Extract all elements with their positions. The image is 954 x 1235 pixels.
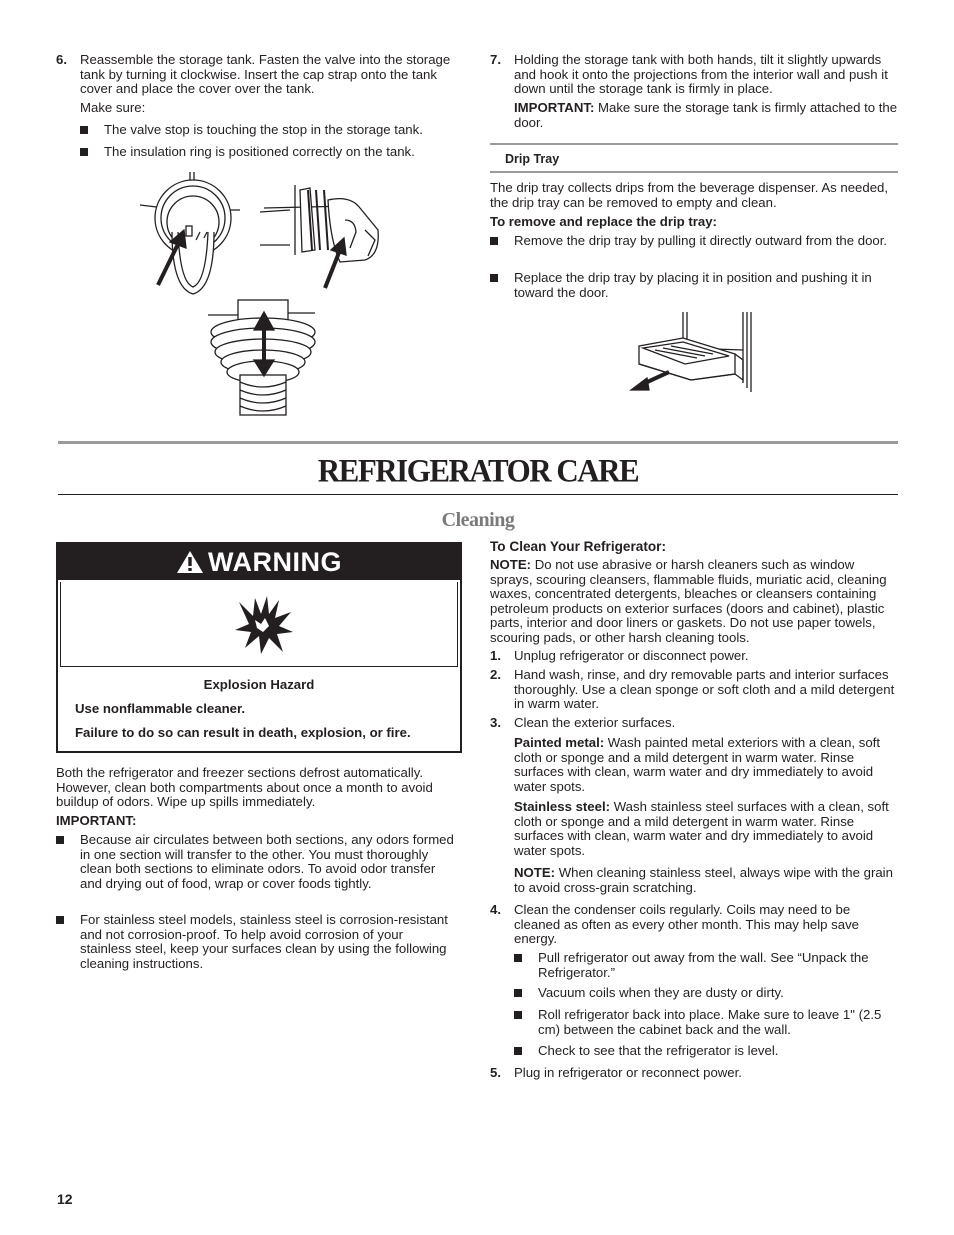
list-item <box>80 123 460 139</box>
important-text: Make sure the storage tank is firmly attached to the door. <box>514 100 898 130</box>
storage-tank-illustration <box>140 170 390 420</box>
step-number: 1. <box>490 648 501 663</box>
bullet-icon <box>514 1047 522 1055</box>
page-number: 12 <box>57 1191 73 1207</box>
step-5 <box>490 1066 900 1082</box>
step-number: 6. <box>56 52 67 67</box>
step-3 <box>490 716 900 732</box>
list-item <box>514 1044 900 1060</box>
important-label: IMPORTANT: <box>56 813 137 828</box>
step-1 <box>490 649 900 665</box>
make-sure-label: Make sure: <box>80 100 146 115</box>
step-number: 2. <box>490 667 501 682</box>
important-note <box>514 101 900 130</box>
list-item <box>490 271 900 303</box>
list-item <box>80 145 460 161</box>
bullet-text: Remove the drip tray by pulling it directly outward from the door. <box>514 233 888 248</box>
step-text: Holding the storage tank with both hands, tilt it slightly upwards and hook it onto the projections from the interior wall and push it down until the storage tank is firmly in place. <box>514 52 888 97</box>
bullet-text: The insulation ring is positioned correctly on the tank. <box>104 144 415 159</box>
section-divider-top <box>58 441 898 444</box>
painted-metal-paragraph <box>514 736 900 794</box>
note-text: Do not use abrasive or harsh cleaners such as window sprays, scouring cleansers, flammable fluids, muriatic acid, cleaning waxes, concentrated detergents, bleaches or cleansers containing petroleum products on exterior surfaces (doors and cabinet), plastic parts, interior and door liners or gaskets. Do not use paper towels, scouring pads, or other harsh cleaning tools. <box>490 557 887 645</box>
step-number: 4. <box>490 902 501 917</box>
stainless-steel-label: Stainless steel: <box>514 799 611 814</box>
warning-header <box>58 544 460 580</box>
important-label: IMPORTANT: <box>514 100 595 115</box>
drip-tray-heading: Drip Tray <box>505 152 560 166</box>
bullet-text: Replace the drip tray by placing it in position and pushing it in toward the door. <box>514 270 872 300</box>
drip-tray-illustration <box>625 308 765 398</box>
drip-tray-paragraph: The drip tray collects drips from the beverage dispenser. As needed, the drip tray can be removed to empty and clean. <box>490 180 889 210</box>
section-subtitle: Cleaning <box>441 509 515 531</box>
bullet-icon <box>514 1011 522 1019</box>
drip-tray-subhead: To remove and replace the drip tray: <box>490 214 717 229</box>
step-2 <box>490 668 900 714</box>
warning-title <box>58 548 460 576</box>
explosion-icon <box>231 592 297 658</box>
bullet-icon <box>80 126 88 134</box>
bullet-icon <box>56 916 64 924</box>
bullet-text: For stainless steel models, stainless steel is corrosion-resistant and not corrosion-proof. To help avoid corrosion of your stainless steel, keep your surfaces clean by using the following cleaning instructions. <box>80 912 448 971</box>
bullet-icon <box>490 237 498 245</box>
list-item <box>490 234 900 266</box>
list-item <box>514 951 900 983</box>
step-text: Unplug refrigerator or disconnect power. <box>514 648 749 663</box>
warning-box <box>56 542 462 753</box>
warning-instruction: Use nonflammable cleaner. <box>75 701 246 716</box>
drip-tray-heading-rule-bottom <box>490 171 898 173</box>
bullet-icon <box>490 274 498 282</box>
bullet-text: Vacuum coils when they are dusty or dirty. <box>538 985 784 1000</box>
list-item <box>56 913 456 973</box>
step-text: Hand wash, rinse, and dry removable parts and interior surfaces thoroughly. Use a clean sponge or soft cloth and a mild detergent in warm water. <box>514 667 895 712</box>
bullet-text: Because air circulates between both sections, any odors formed in one section will transfer to the other. You must thoroughly clean both sections to eliminate odors. To avoid odor transfer and drying out of food, wrap or cover foods tightly. <box>80 832 454 891</box>
page-title: REFRIGERATOR CARE <box>317 452 639 489</box>
bullet-icon <box>80 148 88 156</box>
step-text: Plug in refrigerator or reconnect power. <box>514 1065 742 1080</box>
step-text: Reassemble the storage tank. Fasten the valve into the storage tank by turning it clockwise. Insert the cap strap onto the tank cover and place the cover over the tank. <box>80 52 451 97</box>
stainless-note-label: NOTE: <box>514 865 556 880</box>
step-text: Clean the condenser coils regularly. Coils may need to be cleaned as often as every other month. This may help save energy. <box>514 902 860 947</box>
warning-label: WARNING <box>208 547 342 577</box>
list-item <box>514 986 900 1002</box>
step-number: 3. <box>490 715 501 730</box>
stainless-note-text: When cleaning stainless steel, always wipe with the grain to avoid cross-grain scratching. <box>514 865 893 895</box>
stainless-steel-paragraph <box>514 800 900 858</box>
defrost-paragraph: Both the refrigerator and freezer sections defrost automatically. However, clean both compartments about once a month to avoid buildup of odors. Wipe up spills immediately. <box>56 765 433 810</box>
warning-triangle-icon <box>176 550 204 574</box>
list-item <box>514 1008 900 1040</box>
warning-pictogram-panel <box>60 582 458 667</box>
list-item <box>56 833 456 905</box>
warning-consequence: Failure to do so can result in death, explosion, or fire. <box>75 725 411 740</box>
note-paragraph <box>490 558 900 646</box>
stainless-steel-text: Wash stainless steel surfaces with a clean, soft cloth or sponge and a mild detergent in warm water. Rinse surfaces with clean, warm water and dry immediately to avoid water spots. <box>514 799 889 858</box>
step-text: Clean the exterior surfaces. <box>514 715 676 730</box>
clean-heading: To Clean Your Refrigerator: <box>490 539 666 554</box>
step-7 <box>490 53 900 103</box>
step-4 <box>490 903 900 949</box>
step-number: 5. <box>490 1065 501 1080</box>
drip-tray-heading-rule-top <box>490 143 898 145</box>
bullet-text: The valve stop is touching the stop in the storage tank. <box>104 122 423 137</box>
hazard-name: Explosion Hazard <box>203 677 315 692</box>
bullet-text: Roll refrigerator back into place. Make sure to leave 1" (2.5 cm) between the cabinet back and the wall. <box>538 1007 882 1037</box>
note-label: NOTE: <box>490 557 532 572</box>
painted-metal-label: Painted metal: <box>514 735 605 750</box>
bullet-icon <box>514 954 522 962</box>
bullet-icon <box>514 989 522 997</box>
bullet-text: Pull refrigerator out away from the wall. See “Unpack the Refrigerator.” <box>538 950 869 980</box>
bullet-icon <box>56 836 64 844</box>
painted-metal-text: Wash painted metal exteriors with a clean, soft cloth or sponge and a mild detergent in warm water. Rinse surfaces with clean, warm water and dry immediately to avoid water spots. <box>514 735 880 794</box>
step-number: 7. <box>490 52 501 67</box>
section-divider-bottom <box>58 494 898 495</box>
warning-body <box>60 668 458 749</box>
stainless-note-paragraph <box>514 866 900 895</box>
bullet-text: Check to see that the refrigerator is level. <box>538 1043 779 1058</box>
